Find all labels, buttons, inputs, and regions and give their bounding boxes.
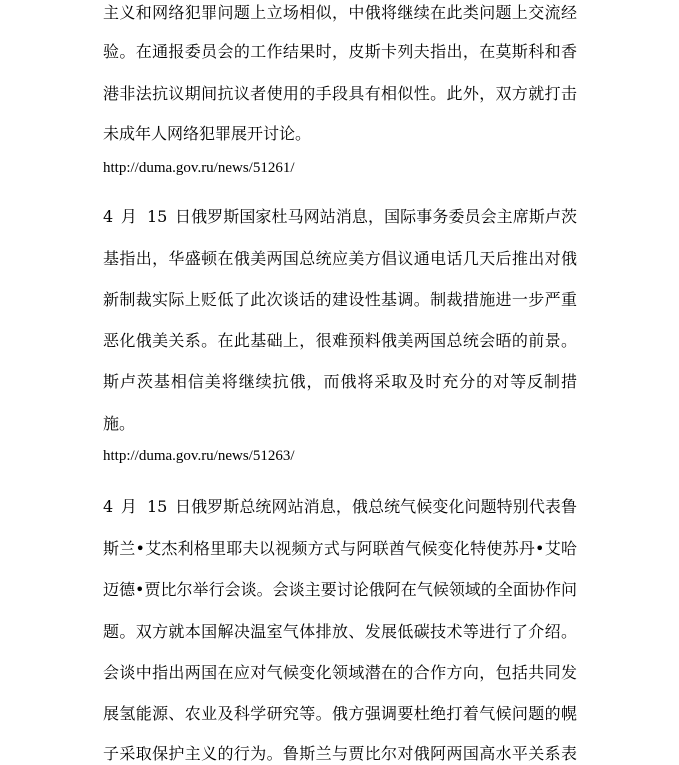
paragraph-line: 子采取保护主义的行为。鲁斯兰与贾比尔对俄阿两国高水平关系表 [103,744,577,763]
paragraph-line: 港非法抗议期间抗议者使用的手段具有相似性。此外，双方就打击 [103,84,577,103]
paragraph-line: 展氢能源、农业及科学研究等。俄方强调要杜绝打着气候问题的幌 [103,704,577,723]
paragraph-line: 基指出，华盛顿在俄美两国总统应美方倡议通电话几天后推出对俄 [103,249,577,268]
news-entry-first-line [103,497,577,517]
paragraph-line: 题。双方就本国解决温室气体排放、发展低碳技术等进行了介绍。 [103,622,577,641]
paragraph-line: 施。 [103,414,136,433]
paragraph-line: 俄罗斯国家杜马网站消息，国际事务委员会主席斯卢茨 [191,207,577,226]
source-link[interactable]: http://duma.gov.ru/news/51263/ [103,448,295,464]
paragraph-line: 会谈中指出两国在应对气候变化领域潜在的合作方向，包括共同发 [103,663,577,682]
paragraph-line: 新制裁实际上贬低了此次谈话的建设性基调。制裁措施进一步严重 [103,290,577,309]
entry-date: 4 月 15 日 [103,207,191,226]
paragraph-line: 俄罗斯总统网站消息，俄总统气候变化问题特别代表鲁 [191,497,577,516]
entry-date: 4 月 15 日 [103,497,191,516]
paragraph-line: 未成年人网络犯罪展开讨论。 [103,124,312,143]
paragraph-line: 斯卢茨基相信美将继续抗俄，而俄将采取及时充分的对等反制措 [103,372,577,391]
paragraph-line: 恶化俄美关系。在此基础上，很难预料俄美两国总统会晤的前景。 [103,331,577,350]
paragraph-line: 验。在通报委员会的工作结果时，皮斯卡列夫指出，在莫斯科和香 [103,42,577,61]
paragraph-line: 主义和网络犯罪问题上立场相似，中俄将继续在此类问题上交流经 [103,3,577,22]
source-link[interactable]: http://duma.gov.ru/news/51261/ [103,160,295,176]
news-entry-first-line [103,207,577,227]
paragraph-line: 斯兰•艾杰利格里耶夫以视频方式与阿联酋气候变化特使苏丹•艾哈 [103,539,577,558]
paragraph-line: 迈德•贾比尔举行会谈。会谈主要讨论俄阿在气候领域的全面协作问 [103,580,577,599]
